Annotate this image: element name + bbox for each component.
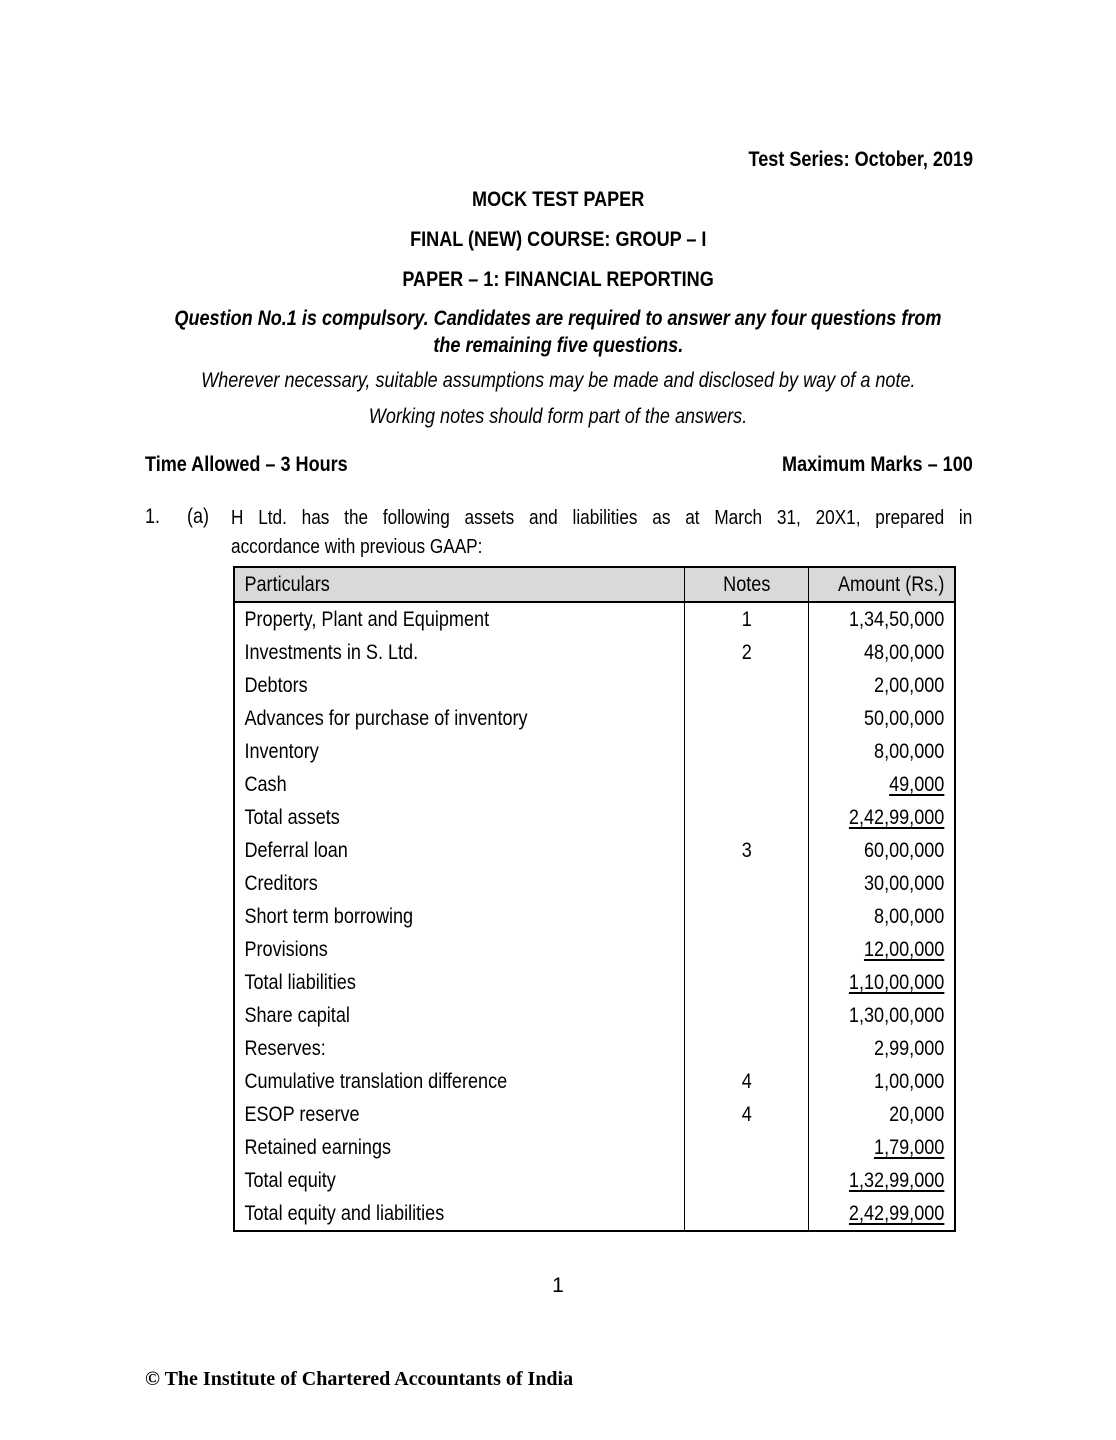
table-row: [234, 1131, 955, 1164]
cell-particulars: Cumulative translation difference: [234, 1065, 684, 1098]
cell-notes: [684, 933, 809, 966]
header-particulars: Particulars: [234, 567, 684, 602]
table-row: [234, 636, 955, 669]
table-row: [234, 768, 955, 801]
cell-amount: 2,00,000: [874, 673, 945, 697]
table-row: [234, 966, 955, 999]
cell-particulars: Total assets: [234, 801, 684, 834]
table-row: [234, 702, 955, 735]
cell-particulars: Provisions: [234, 933, 684, 966]
cell-particulars: Deferral loan: [234, 834, 684, 867]
table-row: [234, 602, 955, 636]
cell-amount: 8,00,000: [874, 904, 945, 928]
cell-notes: [684, 1131, 809, 1164]
working-notes-note: [0, 405, 1116, 429]
table-row: [234, 1098, 955, 1131]
table-body: [234, 602, 955, 1231]
cell-notes: [684, 867, 809, 900]
footer-copyright: © The Institute of Chartered Accountants of India: [145, 1368, 574, 1390]
cell-notes: 3: [684, 834, 809, 867]
cell-amount: 2,42,99,000: [849, 805, 945, 829]
cell-amount: 12,00,000: [864, 937, 945, 961]
cell-notes: [684, 669, 809, 702]
cell-particulars: Total liabilities: [234, 966, 684, 999]
instruction-line-1: [0, 307, 1116, 331]
question-text-line-2: accordance with previous GAAP:: [231, 536, 483, 558]
table-row: [234, 1164, 955, 1197]
cell-particulars: Short term borrowing: [234, 900, 684, 933]
cell-particulars: ESOP reserve: [234, 1098, 684, 1131]
table-row: [234, 900, 955, 933]
table-row: [234, 867, 955, 900]
cell-notes: [684, 966, 809, 999]
cell-particulars: Retained earnings: [234, 1131, 684, 1164]
table-row: [234, 1197, 955, 1231]
table-row: [234, 1065, 955, 1098]
cell-notes: [684, 702, 809, 735]
cell-particulars: Debtors: [234, 669, 684, 702]
course-title-text: FINAL (NEW) COURSE: GROUP – I: [409, 228, 707, 251]
question-text-line-1: H Ltd. has the following assets and liabilities as at March 31, 20X1, prepared in: [231, 507, 973, 529]
cell-amount: 50,00,000: [864, 706, 945, 730]
paper-title-text: PAPER – 1: FINANCIAL REPORTING: [402, 268, 714, 291]
table-row: [234, 1032, 955, 1065]
header-notes: Notes: [684, 567, 809, 602]
instruction-line-2: [0, 334, 1116, 358]
cell-notes: [684, 999, 809, 1032]
cell-notes: 4: [684, 1065, 809, 1098]
assumption-note: [0, 369, 1116, 393]
header-amount: Amount (Rs.): [809, 567, 955, 602]
cell-amount: 1,10,00,000: [849, 970, 945, 994]
cell-amount: 1,30,00,000: [849, 1003, 945, 1027]
cell-particulars: Total equity: [234, 1164, 684, 1197]
instruction-line-2-text: the remaining five questions.: [433, 334, 683, 357]
question-part: (a): [187, 505, 210, 528]
cell-notes: [684, 1197, 809, 1231]
cell-notes: 4: [684, 1098, 809, 1131]
cell-particulars: Reserves:: [234, 1032, 684, 1065]
paper-title: [0, 268, 1116, 292]
cell-notes: [684, 1164, 809, 1197]
table-row: [234, 933, 955, 966]
mock-test-title-text: MOCK TEST PAPER: [471, 188, 645, 211]
cell-notes: [684, 801, 809, 834]
time-allowed-label: Time Allowed – 3 Hours: [145, 453, 348, 476]
cell-amount: 1,32,99,000: [849, 1168, 945, 1192]
cell-amount: 30,00,000: [864, 871, 945, 895]
cell-particulars: Creditors: [234, 867, 684, 900]
cell-particulars: Total equity and liabilities: [234, 1197, 684, 1231]
table-row: [234, 735, 955, 768]
question-text: [231, 504, 973, 562]
cell-particulars: Cash: [234, 768, 684, 801]
balance-sheet-table: [233, 566, 956, 1232]
cell-amount: 2,42,99,000: [849, 1201, 945, 1225]
cell-particulars: Property, Plant and Equipment: [234, 602, 684, 636]
table-row: [234, 834, 955, 867]
cell-amount: 49,000: [889, 772, 945, 796]
table-row: [234, 999, 955, 1032]
table-row: [234, 669, 955, 702]
test-series-label: Test Series: October, 2019: [748, 148, 973, 171]
cell-amount: 1,00,000: [874, 1069, 945, 1093]
cell-amount: 1,34,50,000: [849, 607, 945, 631]
course-title: [0, 228, 1116, 252]
cell-amount: 60,00,000: [864, 838, 945, 862]
instruction-line-1-text: Question No.1 is compulsory. Candidates are required to answer any four questions from: [174, 307, 942, 330]
mock-test-title: [0, 188, 1116, 212]
table-header-row: [234, 567, 955, 602]
cell-amount: 48,00,000: [864, 640, 945, 664]
maximum-marks-label: Maximum Marks – 100: [782, 453, 973, 476]
page-number: 1: [552, 1274, 564, 1297]
cell-particulars: Share capital: [234, 999, 684, 1032]
cell-notes: [684, 768, 809, 801]
cell-amount: 8,00,000: [874, 739, 945, 763]
cell-amount: 1,79,000: [874, 1135, 945, 1159]
question-number: 1.: [145, 505, 161, 528]
cell-amount: 2,99,000: [874, 1036, 945, 1060]
cell-notes: 1: [684, 602, 809, 636]
cell-particulars: Investments in S. Ltd.: [234, 636, 684, 669]
cell-amount: 20,000: [889, 1102, 945, 1126]
table-row: [234, 801, 955, 834]
cell-notes: [684, 735, 809, 768]
cell-notes: 2: [684, 636, 809, 669]
cell-notes: [684, 900, 809, 933]
cell-particulars: Inventory: [234, 735, 684, 768]
cell-particulars: Advances for purchase of inventory: [234, 702, 684, 735]
working-notes-note-text: Working notes should form part of the answers.: [368, 405, 748, 428]
assumption-note-text: Wherever necessary, suitable assumptions may be made and disclosed by way of a note.: [200, 369, 916, 392]
cell-notes: [684, 1032, 809, 1065]
